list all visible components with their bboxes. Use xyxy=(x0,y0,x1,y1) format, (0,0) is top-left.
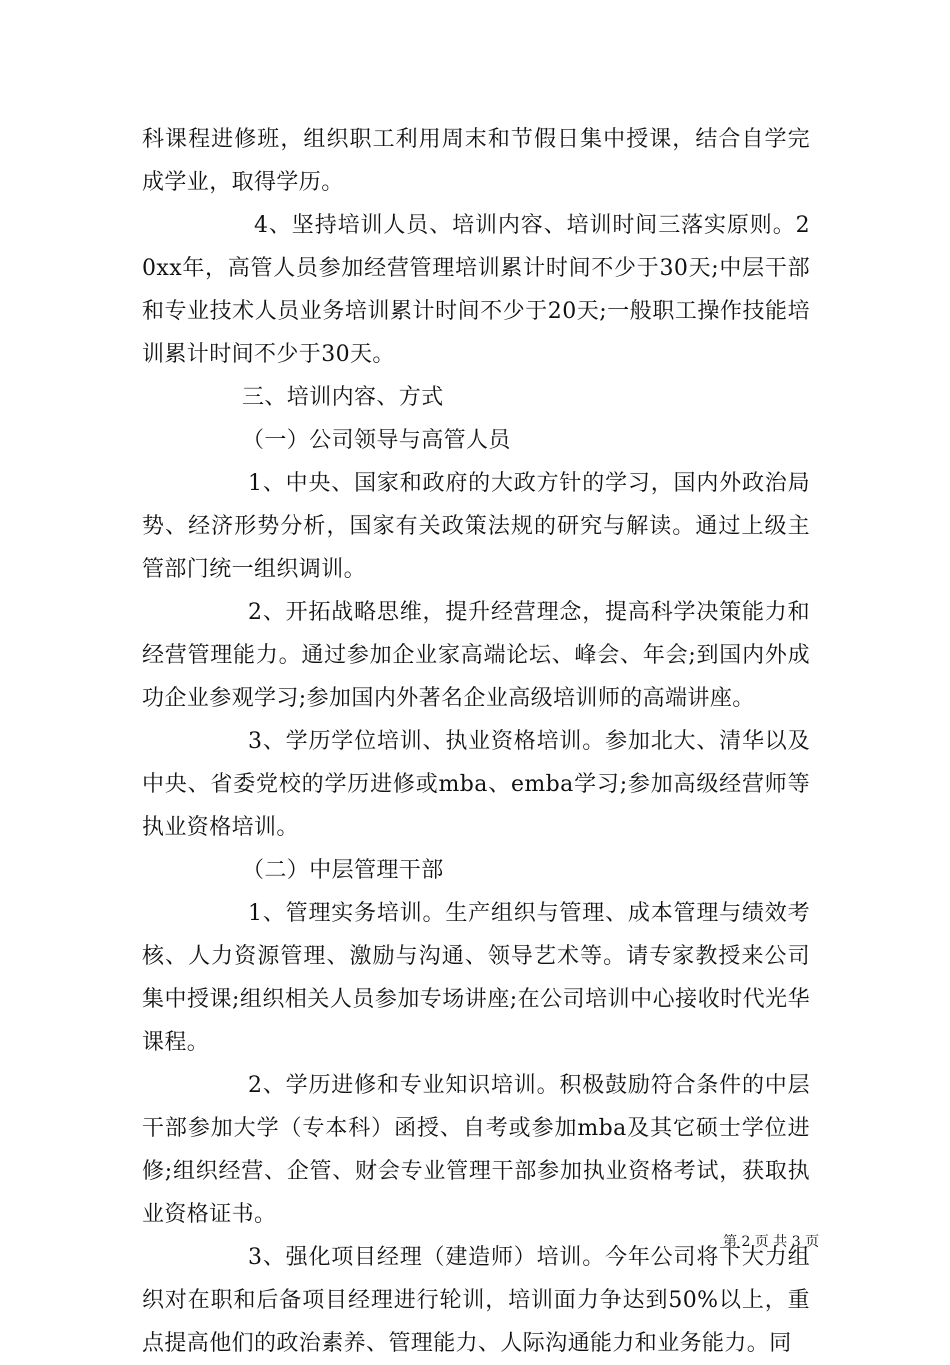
paragraph-leaders-item-1: 1、中央、国家和政府的大政方针的学习，国内外政治局势、经济形势分析，国家有关政策法规的研究与解读。通过上级主管部门统一组织调训。 xyxy=(142,471,810,582)
paragraph-continuation: 科课程进修班，组织职工利用周末和节假日集中授课，结合自学完成学业，取得学历。 xyxy=(142,127,810,195)
paragraph-item-4: 4、坚持培训人员、培训内容、培训时间三落实原则。20xx年，高管人员参加经营管理培训累计时间不少于30天;中层干部和专业技术人员业务培训累计时间不少于20天;一般职工操作技能培训累计时间不少于30天。 xyxy=(142,213,810,367)
subsection-heading-1: （一）公司领导与高管人员 xyxy=(242,428,511,453)
paragraph-leaders-item-2: 2、开拓战略思维，提升经营理念，提高科学决策能力和经营管理能力。通过参加企业家高端论坛、峰会、年会;到国内外成功企业参观学习;参加国内外著名企业高级培训师的高端讲座。 xyxy=(142,600,810,711)
paragraph-middle-item-2: 2、学历进修和专业知识培训。积极鼓励符合条件的中层干部参加大学（专本科）函授、自考或参加mba及其它硕士学位进修;组织经营、企管、财会专业管理干部参加执业资格考试，获取执业资格证书。 xyxy=(142,1073,810,1227)
document-body xyxy=(142,118,810,1365)
section-heading-3: 三、培训内容、方式 xyxy=(242,385,444,410)
paragraph-leaders-item-3: 3、学历学位培训、执业资格培训。参加北大、清华以及中央、省委党校的学历进修或mba、emba学习;参加高级经营师等执业资格培训。 xyxy=(142,729,810,840)
paragraph-middle-item-1: 1、管理实务培训。生产组织与管理、成本管理与绩效考核、人力资源管理、激励与沟通、领导艺术等。请专家教授来公司集中授课;组织相关人员参加专场讲座;在公司培训中心接收时代光华课程。 xyxy=(142,901,810,1055)
subsection-heading-2: （二）中层管理干部 xyxy=(242,858,444,883)
page-number-footer: 第 2 页 共 3 页 xyxy=(723,1234,820,1250)
paragraph-middle-item-3: 3、强化项目经理（建造师）培训。今年公司将下大力组织对在职和后备项目经理进行轮训，培训面力争达到50%以上，重点提高他们的政治素养、管理能力、人际沟通能力和业务能力。同 xyxy=(142,1245,810,1356)
